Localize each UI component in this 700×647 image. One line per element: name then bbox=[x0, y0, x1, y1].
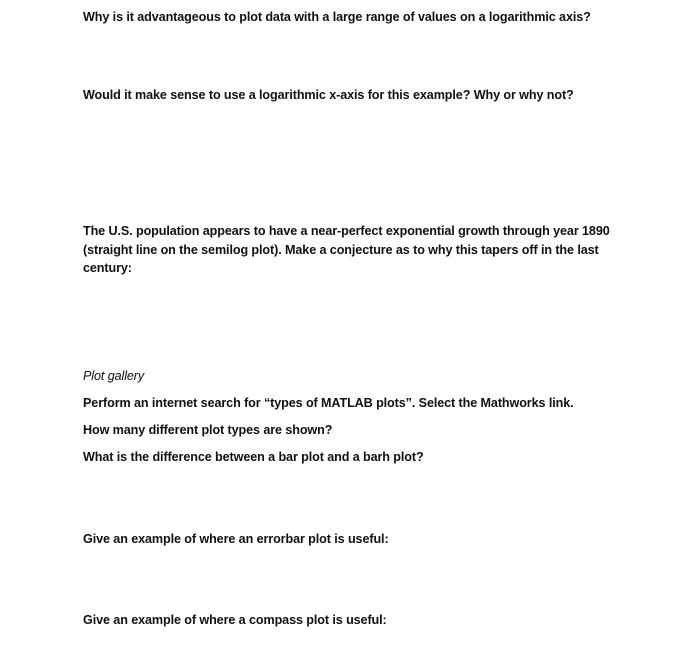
question-log-axis-advantage: Why is it advantageous to plot data with a large range of values on a logarithmic axis? bbox=[83, 10, 591, 24]
question-compass-example: Give an example of where a compass plot is useful: bbox=[83, 613, 387, 627]
question-plot-types-count: How many different plot types are shown? bbox=[83, 423, 333, 437]
question-log-x-axis: Would it make sense to use a logarithmic x-axis for this example? Why or why not? bbox=[83, 88, 574, 102]
question-bar-vs-barh: What is the difference between a bar plot and a barh plot? bbox=[83, 450, 424, 464]
section-title-plot-gallery: Plot gallery bbox=[83, 369, 145, 383]
question-errorbar-example: Give an example of where an errorbar plot is useful: bbox=[83, 532, 389, 546]
population-question-line-3: century: bbox=[83, 261, 132, 275]
instruction-internet-search: Perform an internet search for “types of MATLAB plots”. Select the Mathworks link. bbox=[83, 396, 574, 410]
population-question-line-1: The U.S. population appears to have a near-perfect exponential growth through year 1890 bbox=[83, 224, 610, 238]
population-question-line-2: (straight line on the semilog plot). Make a conjecture as to why this tapers off in the last bbox=[83, 242, 599, 257]
question-population-growth bbox=[83, 222, 608, 278]
